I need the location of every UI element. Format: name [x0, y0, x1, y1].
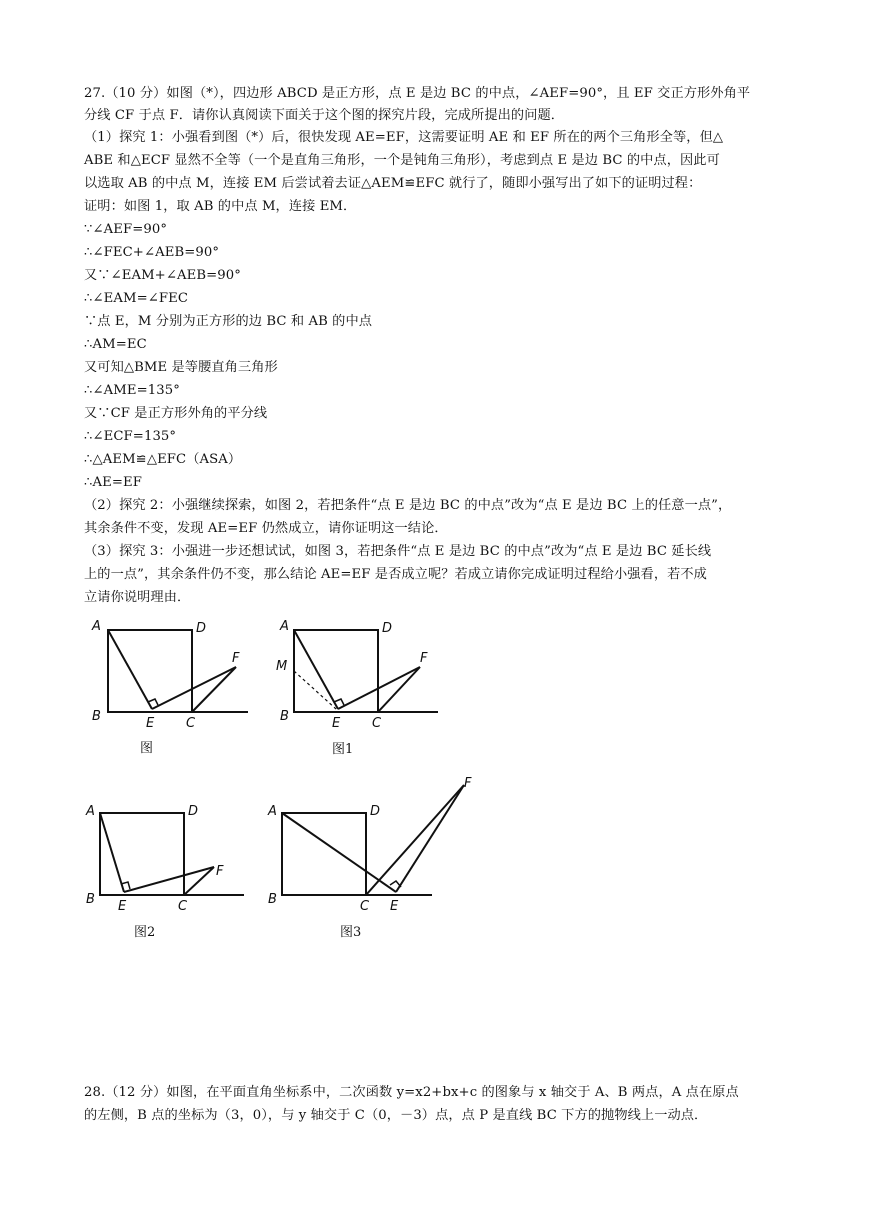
q27-line-11: ∵点 E，M 分别为正方形的边 BC 和 AB 的中点: [84, 314, 373, 329]
q27-line-8: ∴∠FEC+∠AEB=90°: [84, 245, 220, 260]
label-b: B: [268, 892, 277, 907]
label-e: E: [332, 716, 341, 731]
figure-2: [80, 795, 270, 945]
q27-line-2: 分线 CF 于点 F．请你认真阅读下面关于这个图的探究片段，完成所提出的问题．: [84, 108, 565, 123]
q27-line-12: ∴AM=EC: [84, 337, 147, 352]
q28-line-1: 28.（12 分）如图，在平面直角坐标系中，二次函数 y=x2+bx+c 的图象与 x 轴交于 A、B 两点，A 点在原点: [84, 1085, 739, 1100]
q27-line-1: 27.（10 分）如图（*），四边形 ABCD 是正方形，点 E 是边 BC 的中点，∠AEF=90°，且 EF 交正方形外角平: [84, 86, 751, 101]
q27-line-7: ∵∠AEF=90°: [84, 222, 168, 237]
label-f: F: [232, 651, 240, 666]
figure-1: [270, 612, 460, 762]
figure-star: [80, 612, 270, 762]
q27-line-15: 又∵CF 是正方形外角的平分线: [84, 406, 268, 421]
label-b: B: [92, 709, 101, 724]
q28-line-2: 的左侧，B 点的坐标为（3，0），与 y 轴交于 C（0，－3）点，点 P 是直线 BC 下方的抛物线上一动点．: [84, 1108, 708, 1123]
figure-3: [262, 775, 492, 945]
q27-line-20: 其余条件不变，发现 AE=EF 仍然成立，请你证明这一结论．: [84, 521, 448, 536]
label-f: F: [464, 776, 472, 791]
label-e: E: [118, 899, 127, 914]
q27-line-22: 上的一点”，其余条件仍不变，那么结论 AE=EF 是否成立呢？若成立请你完成证明过程给小强看，若不成: [84, 567, 707, 582]
label-c: C: [372, 716, 382, 731]
figure-caption: 图: [140, 741, 154, 756]
label-b: B: [280, 709, 289, 724]
q27-line-9: 又∵∠EAM+∠AEB=90°: [84, 268, 241, 283]
q27-line-5: 以选取 AB 的中点 M，连接 EM 后尝试着去证△AEM≌EFC 就行了，随即小强写出了如下的证明过程：: [84, 176, 702, 191]
q27-line-17: ∴△AEM≌△EFC（ASA）: [84, 452, 242, 467]
label-a: A: [92, 619, 101, 634]
q27-line-3: （1）探究 1：小强看到图（*）后，很快发现 AE=EF，这需要证明 AE 和 EF 所在的两个三角形全等，但△: [84, 130, 724, 145]
q27-line-13: 又可知△BME 是等腰直角三角形: [84, 360, 278, 375]
label-b: B: [86, 892, 95, 907]
label-d: D: [370, 804, 381, 819]
label-f: F: [216, 864, 224, 879]
q27-line-16: ∴∠ECF=135°: [84, 429, 177, 444]
q27-line-19: （2）探究 2：小强继续探索，如图 2，若把条件“点 E 是边 BC 的中点”改为“点 E 是边 BC 上的任意一点”，: [84, 498, 732, 513]
label-d: D: [382, 621, 393, 636]
label-c: C: [186, 716, 196, 731]
label-a: A: [280, 619, 289, 634]
label-f: F: [420, 651, 428, 666]
label-e: E: [146, 716, 155, 731]
label-d: D: [188, 804, 199, 819]
q27-line-23: 立请你说明理由．: [84, 590, 191, 605]
label-e: E: [390, 899, 399, 914]
q27-line-14: ∴∠AME=135°: [84, 383, 180, 398]
label-m: M: [276, 659, 288, 674]
label-a: A: [86, 804, 95, 819]
q27-line-10: ∴∠EAM=∠FEC: [84, 291, 189, 306]
label-a: A: [268, 804, 277, 819]
figure-caption: 图1: [332, 742, 354, 757]
q27-line-21: （3）探究 3：小强进一步还想试试，如图 3，若把条件“点 E 是边 BC 的中点”改为“点 E 是边 BC 延长线: [84, 544, 712, 559]
q27-line-6: 证明：如图 1，取 AB 的中点 M，连接 EM．: [84, 199, 357, 214]
q27-line-18: ∴AE=EF: [84, 475, 142, 490]
label-d: D: [196, 621, 207, 636]
figure-caption: 图2: [134, 925, 156, 940]
figure-caption: 图3: [340, 925, 362, 940]
label-c: C: [178, 899, 188, 914]
q27-line-4: ABE 和△ECF 显然不全等（一个是直角三角形，一个是钝角三角形），考虑到点 E 是边 BC 的中点，因此可: [84, 153, 720, 168]
label-c: C: [360, 899, 370, 914]
